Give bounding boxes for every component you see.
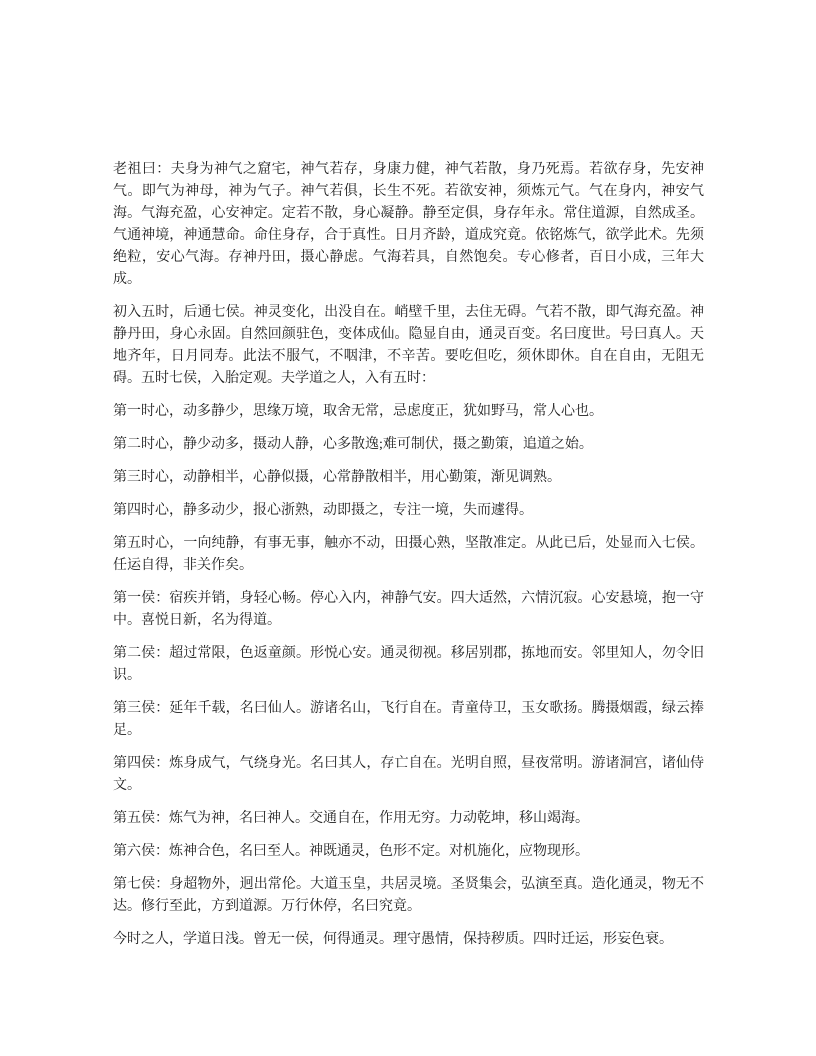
paragraph-time-1: 第一时心，动多静少，思缘万境，取舍无常，忌虑度正，犹如野马，常人心也。: [113, 404, 603, 419]
paragraph-five-times-seven-hou: 初入五时，后通七侯。神灵变化，出没自在。峭壁千里，去住无碍。气若不散，即气海充盈。神静丹田，身心永固。自然回颜驻色，变体成仙。隐显自由，通灵百变。名曰度世。号曰真人。天地齐年，日月同寿。此法不服气，不咽津，不辛苦。要吃但吃，须休即休。自在自由，无阻无碍。五时七侯，入胎定观。夫学道之人，入有五时：: [113, 305, 704, 386]
paragraph-time-5: 第五时心，一向纯静，有事无事，触亦不动，田摄心熟，坚散准定。从此已后，处显而入七侯。任运自得，非关作矣。: [113, 536, 704, 573]
document-content: [113, 159, 704, 962]
paragraph-time-4: 第四时心，静多动少，报心浙熟，动即摄之，专注一境，失而遽得。: [113, 503, 533, 518]
paragraph-intro: 老祖曰：夫身为神气之窟宅，神气若存，身康力健，神气若散，身乃死焉。若欲存身，先安神气。即气为神母，神为气子。神气若俱，长生不死。若欲安神，须炼元气。气在身内，神安气海。气海充盈，心安神定。定若不散，身心凝静。静至定俱，身存年永。常住道源，自然成圣。气通神境，神通慧命。命住身存，合于真性。日月齐龄，道成究竟。依铭炼气，欲学此术。先须绝粒，安心气海。存神丹田，摄心静虑。气海若具，自然饱矣。专心修者，百日小成，三年大成。: [113, 162, 704, 287]
paragraph-hou-1: 第一侯：宿疾并销，身轻心畅。停心入内，神静气安。四大适然，六情沉寂。心安悬境，抱一守中。喜悦日新，名为得道。: [113, 591, 704, 628]
paragraph-hou-2: 第二侯：超过常限，色返童颜。形悦心安。通灵彻视。移居别郡，拣地而安。邻里知人，勿令旧识。: [113, 646, 704, 683]
paragraph-closing: 今时之人，学道日浅。曾无一侯，何得通灵。理守愚情，保持秽质。四时迁运，形妄色衰。: [113, 932, 673, 947]
paragraph-hou-3: 第三侯：延年千载，名曰仙人。游诸名山，飞行自在。青童侍卫，玉女歌扬。腾摄烟霞，绿云捧足。: [113, 701, 704, 738]
paragraph-hou-4: 第四侯：炼身成气，气绕身光。名曰其人，存亡自在。光明自照，昼夜常明。游诸洞宫，诸仙侍文。: [113, 756, 704, 793]
paragraph-hou-6: 第六侯：炼神合色，名曰至人。神既通灵，色形不定。对机施化，应物现形。: [113, 844, 589, 859]
paragraph-time-2: 第二时心，静少动多，摄动人静，心多散逸;难可制伏，摄之勤策，追道之始。: [113, 437, 593, 452]
paragraph-time-3: 第三时心，动静相半，心静似摄，心常静散相半，用心勤策，渐见调熟。: [113, 470, 561, 485]
paragraph-hou-7: 第七侯：身超物外，迥出常伦。大道玉皇，共居灵境。圣贤集会，弘演至真。造化通灵，物无不达。修行至此，方到道源。万行休停，名曰究竟。: [113, 877, 704, 914]
paragraph-hou-5: 第五侯：炼气为神，名曰神人。交通自在，作用无穷。力动乾坤，移山竭海。: [113, 811, 589, 826]
